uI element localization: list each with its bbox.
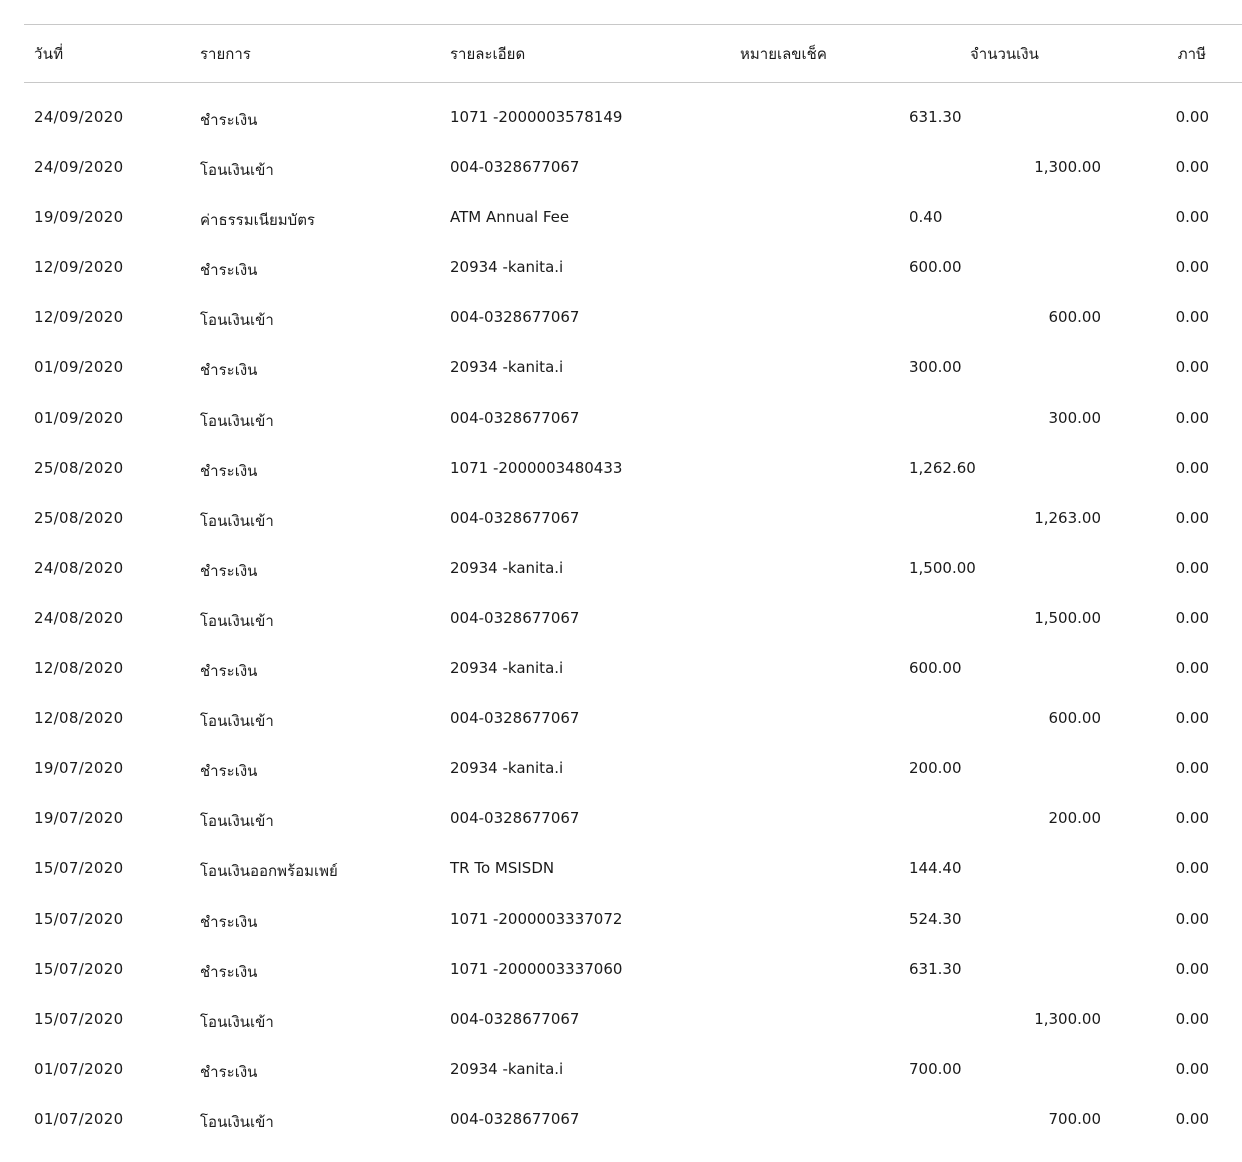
- cell-type: โอนเงินเข้า: [200, 712, 274, 731]
- cell-type: โอนเงินเข้า: [200, 411, 274, 430]
- cell-tax: 0.00: [1175, 408, 1209, 427]
- cell-detail: 004-0328677067: [450, 1009, 580, 1028]
- cell-detail: 004-0328677067: [450, 608, 580, 627]
- cell-tax: 0.00: [1175, 709, 1209, 728]
- cell-date: 25/08/2020: [34, 458, 124, 477]
- cell-credit-amount: 300.00: [1048, 408, 1101, 427]
- table-row: [24, 794, 1242, 844]
- cell-type: ชำระเงิน: [200, 912, 258, 931]
- cell-detail: 1071 -2000003337060: [450, 959, 623, 978]
- cell-debit-amount: 1,500.00: [909, 558, 976, 577]
- cell-type: ชำระเงิน: [200, 361, 258, 380]
- table-row: [24, 1045, 1242, 1095]
- cell-tax: 0.00: [1175, 659, 1209, 678]
- table-row: [24, 945, 1242, 995]
- cell-type: ชำระเงิน: [200, 962, 258, 981]
- cell-tax: 0.00: [1175, 1009, 1209, 1028]
- cell-credit-amount: 600.00: [1048, 308, 1101, 327]
- cell-date: 15/07/2020: [34, 909, 124, 928]
- table-row: [24, 995, 1242, 1045]
- cell-credit-amount: 700.00: [1048, 1109, 1101, 1128]
- statement-table: [24, 24, 1242, 1145]
- cell-detail: 004-0328677067: [450, 408, 580, 427]
- cell-credit-amount: 1,263.00: [1034, 508, 1101, 527]
- cell-tax: 0.00: [1175, 909, 1209, 928]
- cell-detail: 20934 -kanita.i: [450, 659, 564, 678]
- header-bottom-divider: [24, 82, 1242, 83]
- cell-debit-amount: 1,262.60: [909, 458, 976, 477]
- table-row: [24, 494, 1242, 544]
- cell-type: โอนเงินเข้า: [200, 1012, 274, 1031]
- cell-type: ชำระเงิน: [200, 111, 258, 129]
- cell-type: โอนเงินเข้า: [200, 812, 274, 831]
- cell-tax: 0.00: [1175, 358, 1209, 377]
- table-row: [24, 394, 1242, 444]
- table-row: [24, 243, 1242, 293]
- cell-detail: 1071 -2000003578149: [450, 108, 623, 126]
- table-header: [24, 25, 1242, 82]
- cell-type: ชำระเงิน: [200, 561, 258, 580]
- cell-detail: 20934 -kanita.i: [450, 258, 564, 277]
- cell-debit-amount: 524.30: [909, 909, 962, 928]
- cell-detail: 004-0328677067: [450, 508, 580, 527]
- cell-date: 12/08/2020: [34, 659, 124, 678]
- cell-debit-amount: 0.40: [909, 208, 943, 227]
- table-row: [24, 694, 1242, 744]
- cell-debit-amount: 144.40: [909, 859, 962, 878]
- cell-date: 19/07/2020: [34, 809, 124, 828]
- cell-detail: 20934 -kanita.i: [450, 759, 564, 778]
- cell-debit-amount: 600.00: [909, 258, 962, 277]
- cell-debit-amount: 631.30: [909, 959, 962, 978]
- table-row: [24, 93, 1242, 143]
- cell-detail: ATM Annual Fee: [450, 208, 570, 227]
- cell-tax: 0.00: [1175, 1059, 1209, 1078]
- cell-date: 24/09/2020: [34, 108, 124, 126]
- cell-detail: 004-0328677067: [450, 308, 580, 327]
- cell-date: 12/09/2020: [34, 258, 124, 277]
- cell-date: 12/09/2020: [34, 308, 124, 327]
- table-row: [24, 544, 1242, 594]
- cell-type: โอนเงินเข้า: [200, 311, 274, 330]
- cell-date: 01/07/2020: [34, 1109, 124, 1128]
- cell-detail: 1071 -2000003480433: [450, 458, 623, 477]
- header-detail: รายละเอียด: [450, 45, 526, 63]
- table-row: [24, 895, 1242, 945]
- table-row: [24, 644, 1242, 694]
- cell-credit-amount: 600.00: [1048, 709, 1101, 728]
- cell-date: 19/07/2020: [34, 759, 124, 778]
- cell-tax: 0.00: [1175, 308, 1209, 327]
- cell-tax: 0.00: [1175, 959, 1209, 978]
- table-row: [24, 1095, 1242, 1145]
- cell-date: 01/09/2020: [34, 408, 124, 427]
- cell-type: โอนเงินเข้า: [200, 611, 274, 630]
- cell-tax: 0.00: [1175, 809, 1209, 828]
- table-row: [24, 293, 1242, 343]
- cell-type: ชำระเงิน: [200, 662, 258, 681]
- cell-date: 01/09/2020: [34, 358, 124, 377]
- cell-tax: 0.00: [1175, 508, 1209, 527]
- cell-tax: 0.00: [1175, 208, 1209, 227]
- cell-debit-amount: 200.00: [909, 759, 962, 778]
- cell-type: ชำระเงิน: [200, 762, 258, 781]
- cell-credit-amount: 1,300.00: [1034, 1009, 1101, 1028]
- cell-debit-amount: 700.00: [909, 1059, 962, 1078]
- cell-date: 24/09/2020: [34, 158, 124, 177]
- cell-credit-amount: 1,300.00: [1034, 158, 1101, 177]
- cell-date: 01/07/2020: [34, 1059, 124, 1078]
- table-row: [24, 193, 1242, 243]
- cell-tax: 0.00: [1175, 1109, 1209, 1128]
- table-body: [24, 93, 1242, 1145]
- header-date: วันที่: [34, 45, 64, 63]
- cell-tax: 0.00: [1175, 258, 1209, 277]
- table-row: [24, 844, 1242, 894]
- cell-detail: TR To MSISDN: [450, 859, 555, 878]
- table-row: [24, 143, 1242, 193]
- cell-type: ค่าธรรมเนียมบัตร: [200, 211, 315, 230]
- cell-tax: 0.00: [1175, 608, 1209, 627]
- cell-detail: 1071 -2000003337072: [450, 909, 623, 928]
- cell-detail: 20934 -kanita.i: [450, 1059, 564, 1078]
- cell-debit-amount: 300.00: [909, 358, 962, 377]
- cell-detail: 004-0328677067: [450, 809, 580, 828]
- header-amount: จำนวนเงิน: [970, 45, 1039, 63]
- cell-tax: 0.00: [1175, 759, 1209, 778]
- cell-date: 12/08/2020: [34, 709, 124, 728]
- cell-tax: 0.00: [1175, 108, 1209, 126]
- cell-date: 25/08/2020: [34, 508, 124, 527]
- cell-tax: 0.00: [1175, 458, 1209, 477]
- cell-date: 24/08/2020: [34, 558, 124, 577]
- cell-type: ชำระเงิน: [200, 1062, 258, 1081]
- cell-detail: 004-0328677067: [450, 158, 580, 177]
- cell-tax: 0.00: [1175, 158, 1209, 177]
- cell-debit-amount: 600.00: [909, 659, 962, 678]
- header-cheque-number: หมายเลขเช็ค: [740, 45, 827, 63]
- cell-detail: 004-0328677067: [450, 709, 580, 728]
- cell-type: โอนเงินออกพร้อมเพย์: [200, 862, 338, 881]
- table-row: [24, 744, 1242, 794]
- cell-date: 15/07/2020: [34, 959, 124, 978]
- cell-type: ชำระเงิน: [200, 261, 258, 280]
- table-row: [24, 594, 1242, 644]
- cell-tax: 0.00: [1175, 859, 1209, 878]
- table-row: [24, 343, 1242, 393]
- cell-type: ชำระเงิน: [200, 461, 258, 480]
- cell-date: 19/09/2020: [34, 208, 124, 227]
- cell-tax: 0.00: [1175, 558, 1209, 577]
- cell-type: โอนเงินเข้า: [200, 511, 274, 530]
- cell-detail: 20934 -kanita.i: [450, 558, 564, 577]
- cell-date: 15/07/2020: [34, 1009, 124, 1028]
- cell-type: โอนเงินเข้า: [200, 1112, 274, 1131]
- cell-detail: 20934 -kanita.i: [450, 358, 564, 377]
- header-type: รายการ: [200, 45, 251, 63]
- cell-credit-amount: 1,500.00: [1034, 608, 1101, 627]
- cell-debit-amount: 631.30: [909, 108, 962, 126]
- cell-detail: 004-0328677067: [450, 1109, 580, 1128]
- cell-date: 15/07/2020: [34, 859, 124, 878]
- cell-credit-amount: 200.00: [1048, 809, 1101, 828]
- header-tax: ภาษี: [1177, 45, 1206, 63]
- table-row: [24, 444, 1242, 494]
- cell-type: โอนเงินเข้า: [200, 161, 274, 180]
- cell-date: 24/08/2020: [34, 608, 124, 627]
